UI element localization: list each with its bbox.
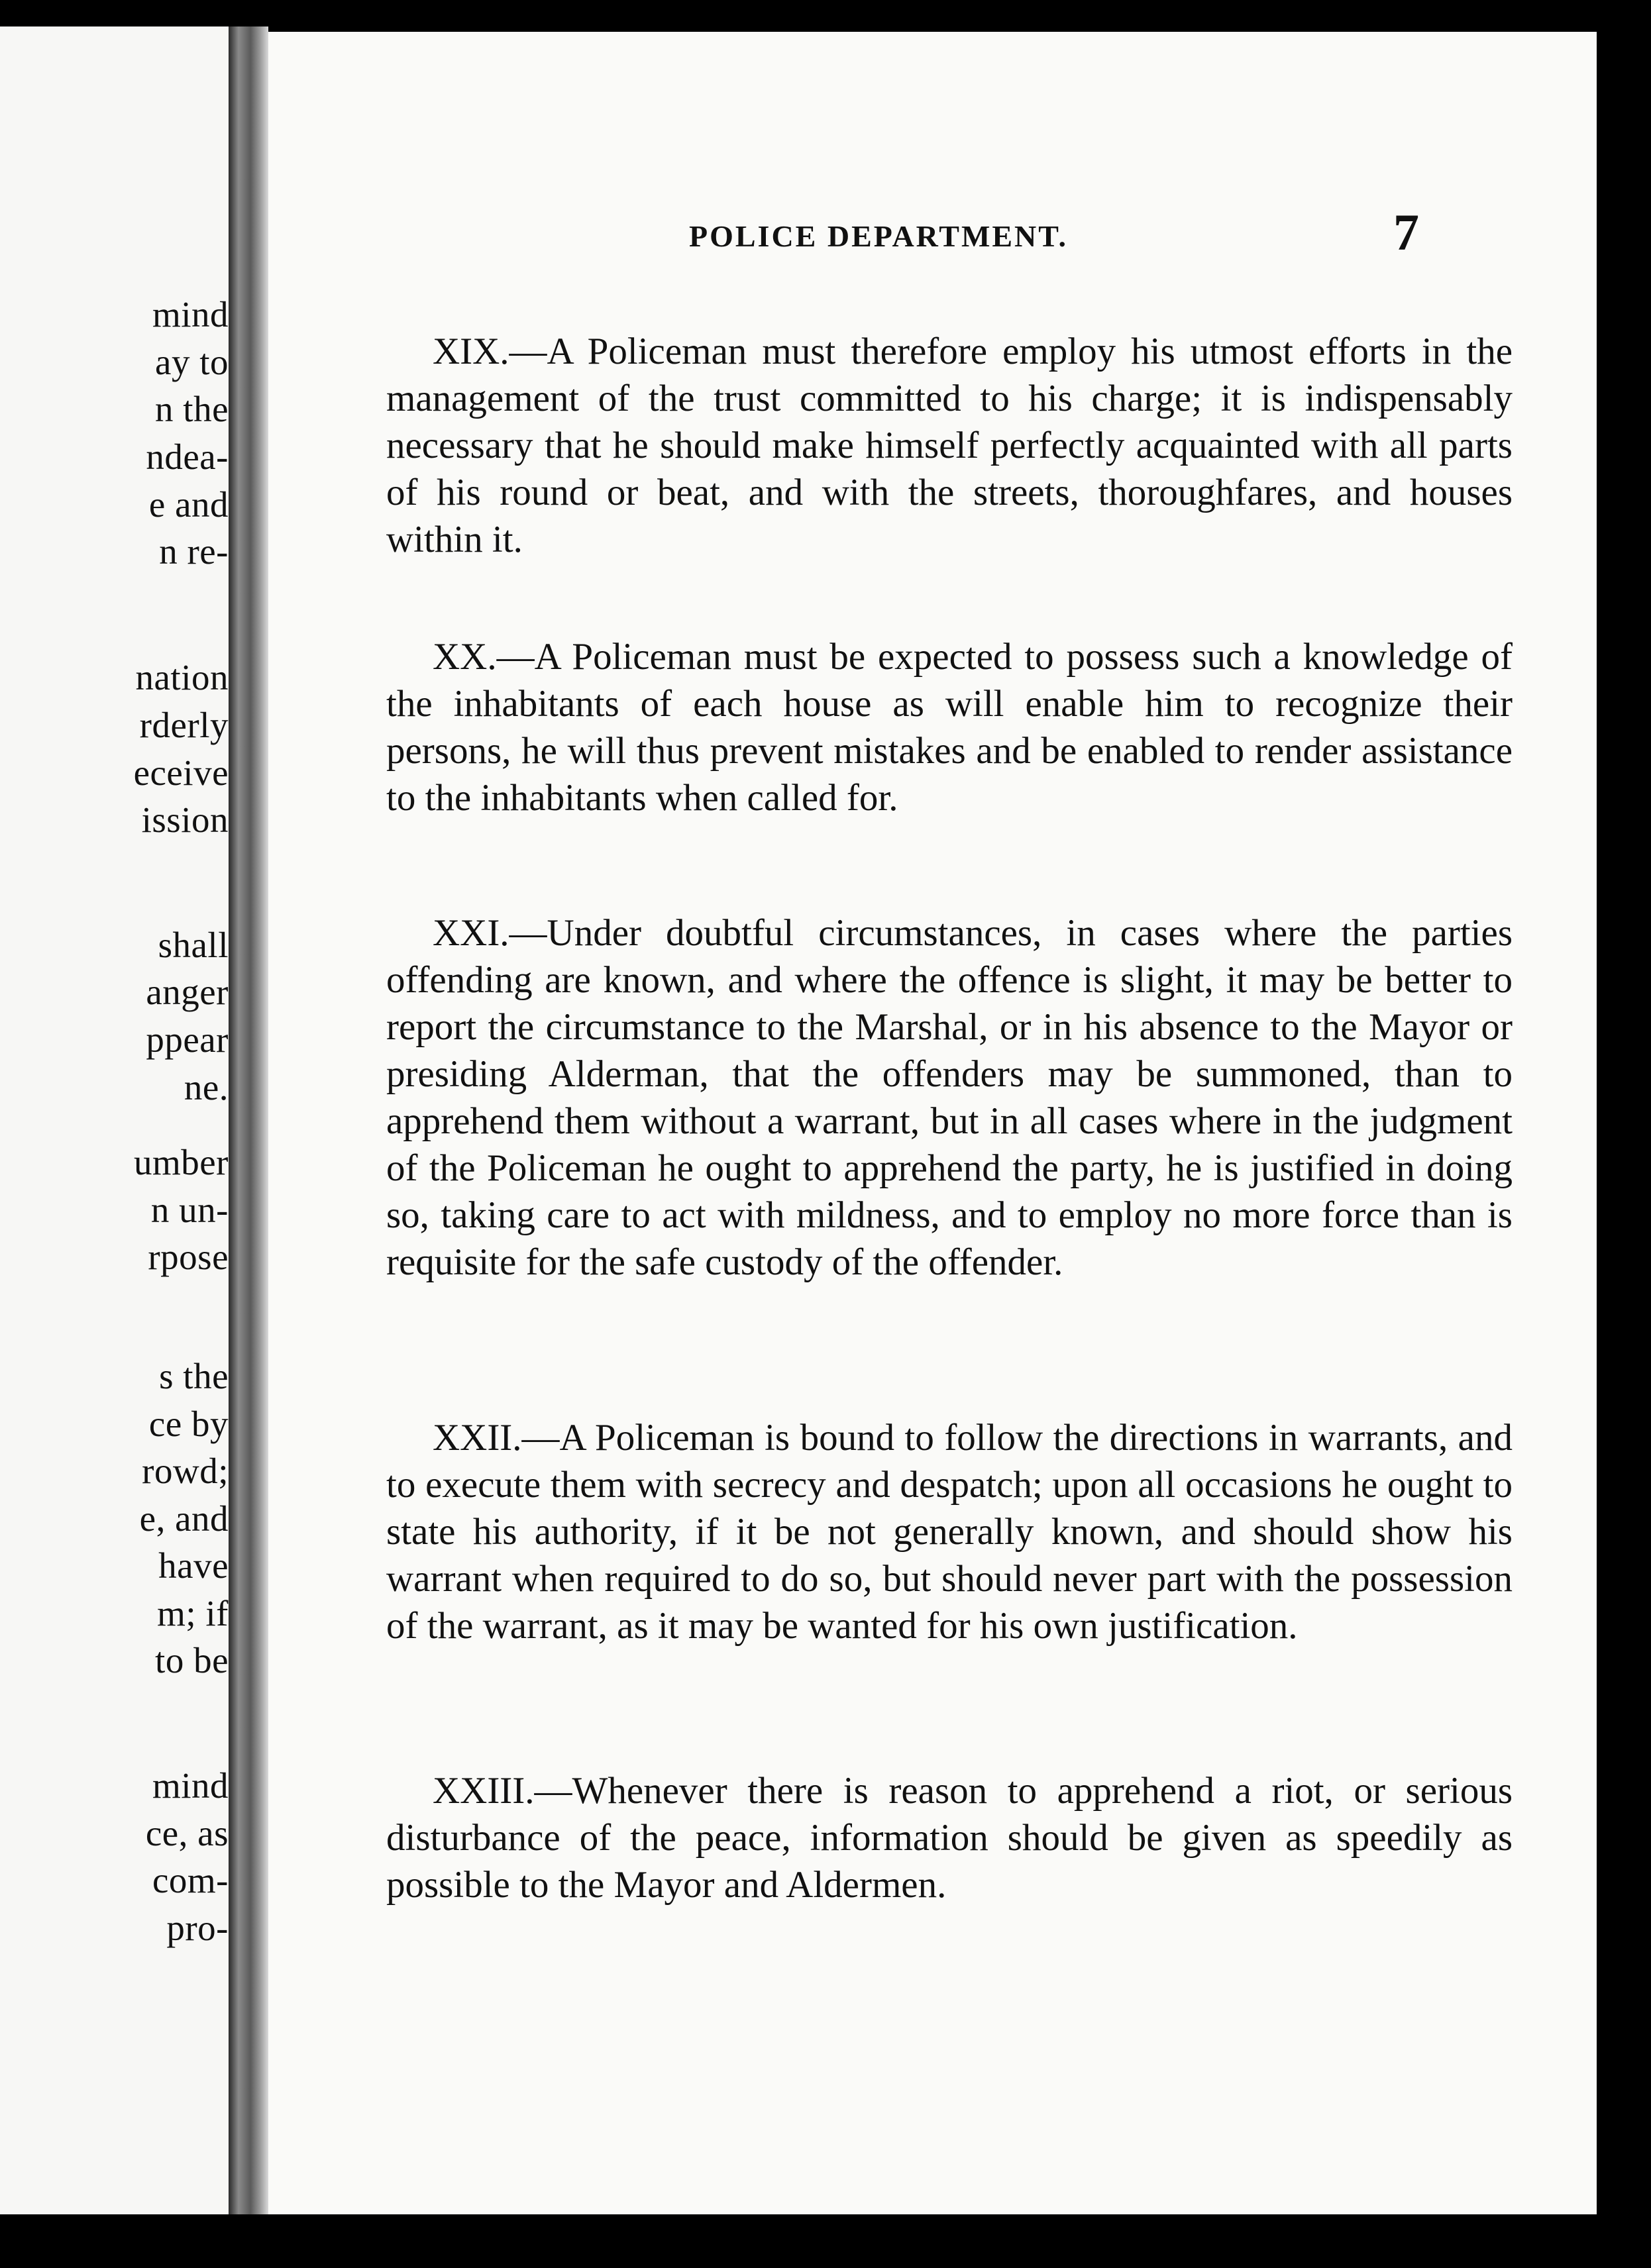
- left-fragment: rderly: [139, 705, 229, 745]
- left-fragment: n un-: [150, 1190, 229, 1230]
- left-fragment: ppear: [146, 1019, 229, 1060]
- left-fragment: e, and: [139, 1498, 229, 1539]
- left-fragment: com-: [152, 1860, 229, 1900]
- section-xxi: XXI.—Under doubtful circumstances, in cases where the parties offending are known, and where the offence is slight, it may be better to report the circumstance to the Marshal, or in his absence to the Mayor or presiding Alderman, that the offenders may be summoned, than to apprehend them without a warrant, but in all cases where in the judgment of the Policeman he ought to apprehend the party, he is justified in doing so, taking care to act with mildness, and to employ no more force than is requisite for the safe custody of the offender.: [386, 912, 1513, 1283]
- left-facing-page: [0, 26, 229, 2232]
- left-fragment: shall: [158, 925, 229, 965]
- page-number: 7: [1393, 203, 1419, 261]
- left-fragment: n re-: [159, 531, 229, 572]
- left-fragment: m; if: [157, 1593, 229, 1633]
- left-fragment: mind: [152, 294, 229, 335]
- left-fragment: eceive: [133, 752, 229, 793]
- left-fragment: have: [158, 1545, 229, 1586]
- left-fragment: e and: [148, 484, 229, 525]
- section-xxiii: XXIII.—Whenever there is reason to apprehend a riot, or serious disturbance of the peace, information should be given as speedily as possible to the Mayor and Aldermen.: [386, 1770, 1513, 1906]
- left-fragment: mind: [152, 1765, 229, 1806]
- left-fragment: ne.: [184, 1067, 229, 1108]
- left-fragment: nation: [135, 657, 229, 697]
- left-fragment: anger: [146, 972, 229, 1012]
- section-xxii: XXII.—A Policeman is bound to follow the directions in warrants, and to execute them with secrecy and despatch; upon all occasions he ought to state his authority, if it be not generally known, and should show his warrant when required to do so, but should never part with the possession of the warrant, as it may be wanted for his own justification.: [386, 1417, 1513, 1647]
- left-fragment: pro-: [166, 1908, 229, 1948]
- left-fragment: s the: [159, 1356, 229, 1396]
- book-gutter: [229, 26, 268, 2232]
- left-fragment: ission: [141, 799, 229, 840]
- left-fragment: rowd;: [142, 1451, 229, 1491]
- left-fragment: ay to: [155, 342, 229, 382]
- right-page: [268, 32, 1597, 2214]
- left-fragment: ce by: [148, 1404, 229, 1444]
- left-fragment: umber: [133, 1142, 229, 1182]
- section-xx: XX.—A Policeman must be expected to possess such a knowledge of the inhabitants of each house as will enable him to recognize their persons, he will thus prevent mistakes and be enabled to render assistance to the inhabitants when called for.: [386, 636, 1513, 819]
- scan-border: [0, 2214, 1651, 2268]
- left-fragment: to be: [155, 1640, 229, 1680]
- left-fragment: rpose: [148, 1237, 229, 1277]
- left-fragment: n the: [155, 389, 229, 429]
- running-head: POLICE DEPARTMENT.: [689, 219, 1069, 253]
- section-xix: XIX.—A Policeman must therefore employ his utmost efforts in the management of the trust committed to his charge; it is indispensably necessary that he should make himself perfectly acquainted with all parts of his round or beat, and with the streets, thoroughfares, and houses within it.: [386, 331, 1513, 560]
- left-fragment: ce, as: [145, 1813, 229, 1853]
- left-fragment: ndea-: [146, 437, 229, 477]
